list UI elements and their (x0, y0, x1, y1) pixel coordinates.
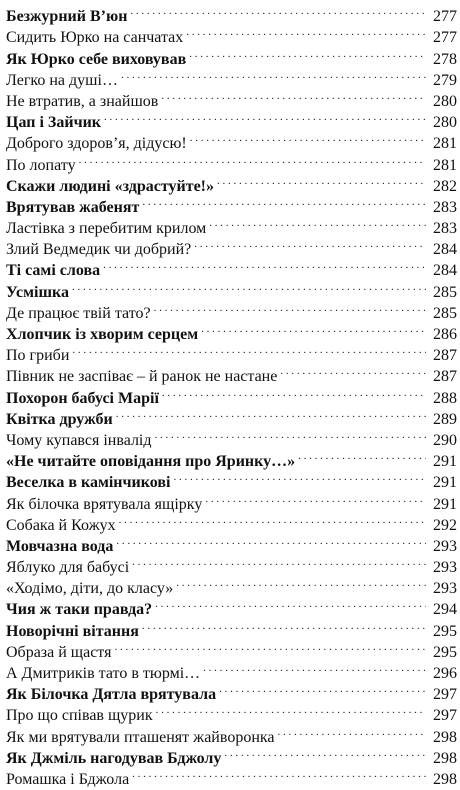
dot-leader (205, 487, 426, 508)
dot-leader (154, 297, 426, 318)
toc-entry-title: Скажи людині «здрастуйте!» (6, 177, 215, 195)
toc-entry (6, 360, 457, 386)
toc-entry-title: По гриби (6, 347, 70, 365)
toc-entry-page: 290 (433, 431, 457, 449)
dot-leader (224, 742, 426, 763)
dot-leader (72, 275, 426, 296)
dot-leader (217, 170, 426, 191)
dot-leader (155, 424, 426, 445)
toc-entry-title: Ті самі слова (6, 262, 101, 280)
toc-entry-page: 288 (433, 389, 457, 407)
toc-entry-title: Злий Ведмедик чи добрий? (6, 241, 192, 259)
toc-entry-title: Як ми врятували пташенят жайворонка (6, 728, 275, 746)
dot-leader (156, 699, 426, 720)
dot-leader (132, 551, 426, 572)
toc-entry (6, 297, 457, 322)
toc-entry-title: Мовчазна вода (6, 537, 114, 555)
dot-leader (142, 614, 426, 635)
toc-entry-page: 295 (433, 622, 457, 640)
dot-leader (119, 509, 426, 530)
toc-entry-page: 293 (433, 580, 457, 598)
toc-entry-page: 280 (433, 92, 457, 110)
toc-entry-title: Як Джміль нагодував Бджолу (6, 749, 222, 767)
dot-leader (209, 212, 426, 233)
toc-entry-page: 294 (433, 601, 457, 619)
toc-entry-page: 295 (433, 643, 457, 661)
toc-entry-page: 284 (433, 241, 457, 259)
toc-entry-title: Як Білочка Дятла врятувала (6, 686, 217, 704)
toc-entry-title: Безжурний В’юн (6, 8, 128, 26)
toc-entry-title: Похорон бабусі Марії (6, 389, 159, 407)
dot-leader (203, 657, 426, 678)
toc-entry-page: 283 (433, 198, 457, 216)
toc-entry (6, 339, 457, 365)
toc-entry-title: Новорічні вітання (6, 622, 139, 640)
toc-entry-page: 296 (433, 665, 457, 682)
toc-entry-title: Легко на душі… (6, 71, 118, 89)
dot-leader (116, 530, 426, 551)
toc-entry (6, 275, 457, 301)
toc-entry-title: «Ходімо, діти, до класу» (6, 580, 174, 598)
dot-leader (114, 636, 426, 657)
dot-leader (132, 763, 426, 784)
toc-entry-page: 291 (433, 495, 457, 513)
toc-entry-page: 278 (433, 50, 457, 68)
toc-entry-title: Як білочка врятувала ящірку (6, 495, 203, 513)
toc-entry-title: Хлопчик із хворим серцем (6, 326, 199, 343)
toc-entry-page: 293 (433, 537, 457, 555)
toc-entry-page: 291 (433, 453, 457, 471)
dot-leader (142, 191, 426, 212)
toc-entry-page: 281 (433, 135, 457, 153)
toc-entry-title: Як Юрко себе виховував (6, 50, 187, 68)
toc-entry-title: Собака й Кожух (6, 516, 116, 534)
toc-entry-page: 283 (433, 220, 457, 238)
toc-entry-page: 297 (433, 707, 457, 725)
toc-entry-title: Яблуко для бабусі (6, 559, 130, 577)
dot-leader (278, 720, 426, 741)
toc-entry-page: 287 (433, 368, 457, 386)
toc-entry-title: Сидить Юрко на санчатах (6, 29, 184, 47)
toc-entry-title: Квітка дружби (6, 410, 113, 428)
toc-entry-page: 298 (433, 749, 457, 767)
dot-leader (219, 678, 426, 699)
dot-leader (116, 403, 426, 424)
toc-entry-page: 298 (433, 728, 457, 746)
toc-entry-page: 297 (433, 686, 457, 704)
toc-entry-title: Ромашка і Бджола (6, 770, 130, 788)
toc-entry-title: Врятував жабенят (6, 198, 140, 216)
dot-leader (189, 42, 426, 63)
toc-entry-page: 280 (433, 114, 457, 132)
dot-leader (194, 233, 426, 254)
toc-entry-title: Цап і Зайчик (6, 114, 102, 132)
toc-entry-title: Не втратив, а знайшов (6, 92, 159, 110)
dot-leader (161, 85, 426, 106)
dot-leader (162, 381, 426, 402)
toc-entry-title: Образа й щастя (6, 643, 112, 661)
toc-entry-page: 289 (433, 410, 457, 428)
dot-leader (79, 148, 426, 169)
dot-leader (130, 0, 426, 21)
dot-leader (201, 318, 426, 339)
toc-entry-page: 279 (433, 71, 457, 89)
dot-leader (72, 339, 426, 360)
toc-entry-title: Усмішка (6, 283, 69, 301)
toc-entry-page: 277 (433, 29, 457, 47)
toc-entry-title: Півник не заспіває – й ранок не настане (6, 368, 278, 386)
toc-entry-page: 285 (433, 304, 457, 322)
dot-leader (155, 593, 426, 614)
toc-entry-title: Чия ж таки правда? (6, 601, 153, 619)
dot-leader (190, 127, 426, 148)
toc-entry-title: По лопату (6, 156, 76, 174)
toc-entry-page: 293 (433, 559, 457, 577)
toc-entry-page: 277 (433, 8, 457, 26)
toc-entry-title: Чому купався інвалід (6, 431, 152, 449)
toc-entry-page: 282 (433, 177, 457, 195)
toc-entry-page: 287 (433, 347, 457, 365)
toc-entry-page: 286 (433, 326, 457, 343)
toc-entry-title: Де працює твій тато? (6, 304, 151, 322)
toc-entry-title: Веселка в камінчикові (6, 474, 171, 492)
dot-leader (103, 254, 426, 275)
toc-entry-title: «Не читайте оповідання про Яринку…» (6, 453, 296, 471)
toc-entry-page: 298 (433, 770, 457, 788)
dot-leader (186, 21, 426, 42)
toc-entry-title: А Дмитриків тато в тюрмі… (6, 665, 201, 682)
toc-entry (6, 0, 457, 26)
toc-entry-page: 285 (433, 283, 457, 301)
toc-entry-title: Ластівка з перебитим крилом (6, 220, 207, 238)
toc-entry-title: Доброго здоров’я, дідусю! (6, 135, 187, 153)
dot-leader (176, 572, 426, 593)
dot-leader (173, 466, 426, 487)
table-of-contents (6, 0, 457, 788)
toc-entry-page: 281 (433, 156, 457, 174)
toc-entry-title: Про що співав щурик (6, 707, 153, 725)
dot-leader (121, 64, 426, 85)
dot-leader (298, 445, 426, 466)
dot-leader (104, 106, 426, 127)
toc-entry-page: 292 (433, 516, 457, 534)
toc-entry-page: 291 (433, 474, 457, 492)
toc-entry-page: 284 (433, 262, 457, 280)
dot-leader (280, 360, 426, 381)
